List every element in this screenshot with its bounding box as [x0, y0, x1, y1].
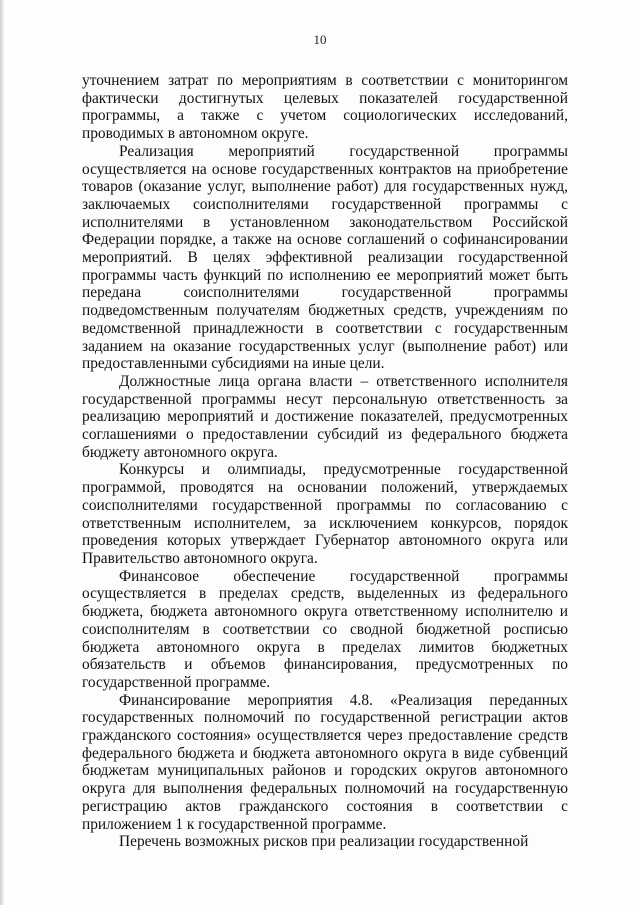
- paragraph: Реализация мероприятий государственной программы осуществляется на основе государственных контрактов на приобретение товаров (оказание услуг, выполнение работ) для государственных нужд, заключаемых соисполнителями государственной программы с исполнителями в установленном законодательством Российской Федерации порядке, а также на основе соглашений о софинансировании мероприятий. В целях эффективной реализации государственной программы часть функций по исполнению ее мероприятий может быть передана соисполнителями государственной программы подведомственным получателям бюджетных средств, учреждениям по ведомственной принадлежности в соответствии с государственным заданием на оказание государственных услуг (выполнение работ) или предоставленными субсидиями на иные цели.: [82, 142, 568, 373]
- page-edge-shadow: [0, 0, 4, 905]
- document-body: [82, 72, 568, 851]
- paragraph: Должностные лица органа власти – ответственного исполнителя государственной программы несут персональную ответственность за реализацию мероприятий и достижение показателей, предусмотренных соглашениями о предоставлении субсидий из федерального бюджета бюджету автономного округа.: [82, 372, 568, 461]
- page-number: 10: [313, 32, 327, 47]
- paragraph: Финансовое обеспечение государственной программы осуществляется в пределах средств, выделенных из федерального бюджета, бюджета автономного округа ответственному исполнителю и соисполнителям в соответствии со сводной бюджетной росписью бюджета автономного округа в пределах лимитов бюджетных обязательств и объемов финансирования, предусмотренных по государственной программе.: [82, 567, 568, 691]
- paragraph: Конкурсы и олимпиады, предусмотренные государственной программой, проводятся на основании положений, утверждаемых соисполнителями государственной программы по согласованию с ответственным исполнителем, за исключением конкурсов, порядок проведения которых утверждает Губернатор автономного округа или Правительство автономного округа.: [82, 461, 568, 567]
- paragraph: уточнением затрат по мероприятиям в соответствии с мониторингом фактически достигнутых целевых показателей государственной программы, а также с учетом социологических исследований, проводимых в автономном округе.: [82, 72, 568, 143]
- paragraph: Финансирование мероприятия 4.8. «Реализация переданных государственных полномочий по государственной регистрации актов гражданского состояния» осуществляется через предоставление средств федерального бюджета и бюджета автономного округа в виде субвенций бюджетам муниципальных районов и городских округов автономного округа для выполнения федеральных полномочий на государственную регистрацию актов гражданского состояния в соответствии с приложением 1 к государственной программе.: [82, 691, 568, 833]
- paragraph-continued: Перечень возможных рисков при реализации государственной: [119, 833, 529, 851]
